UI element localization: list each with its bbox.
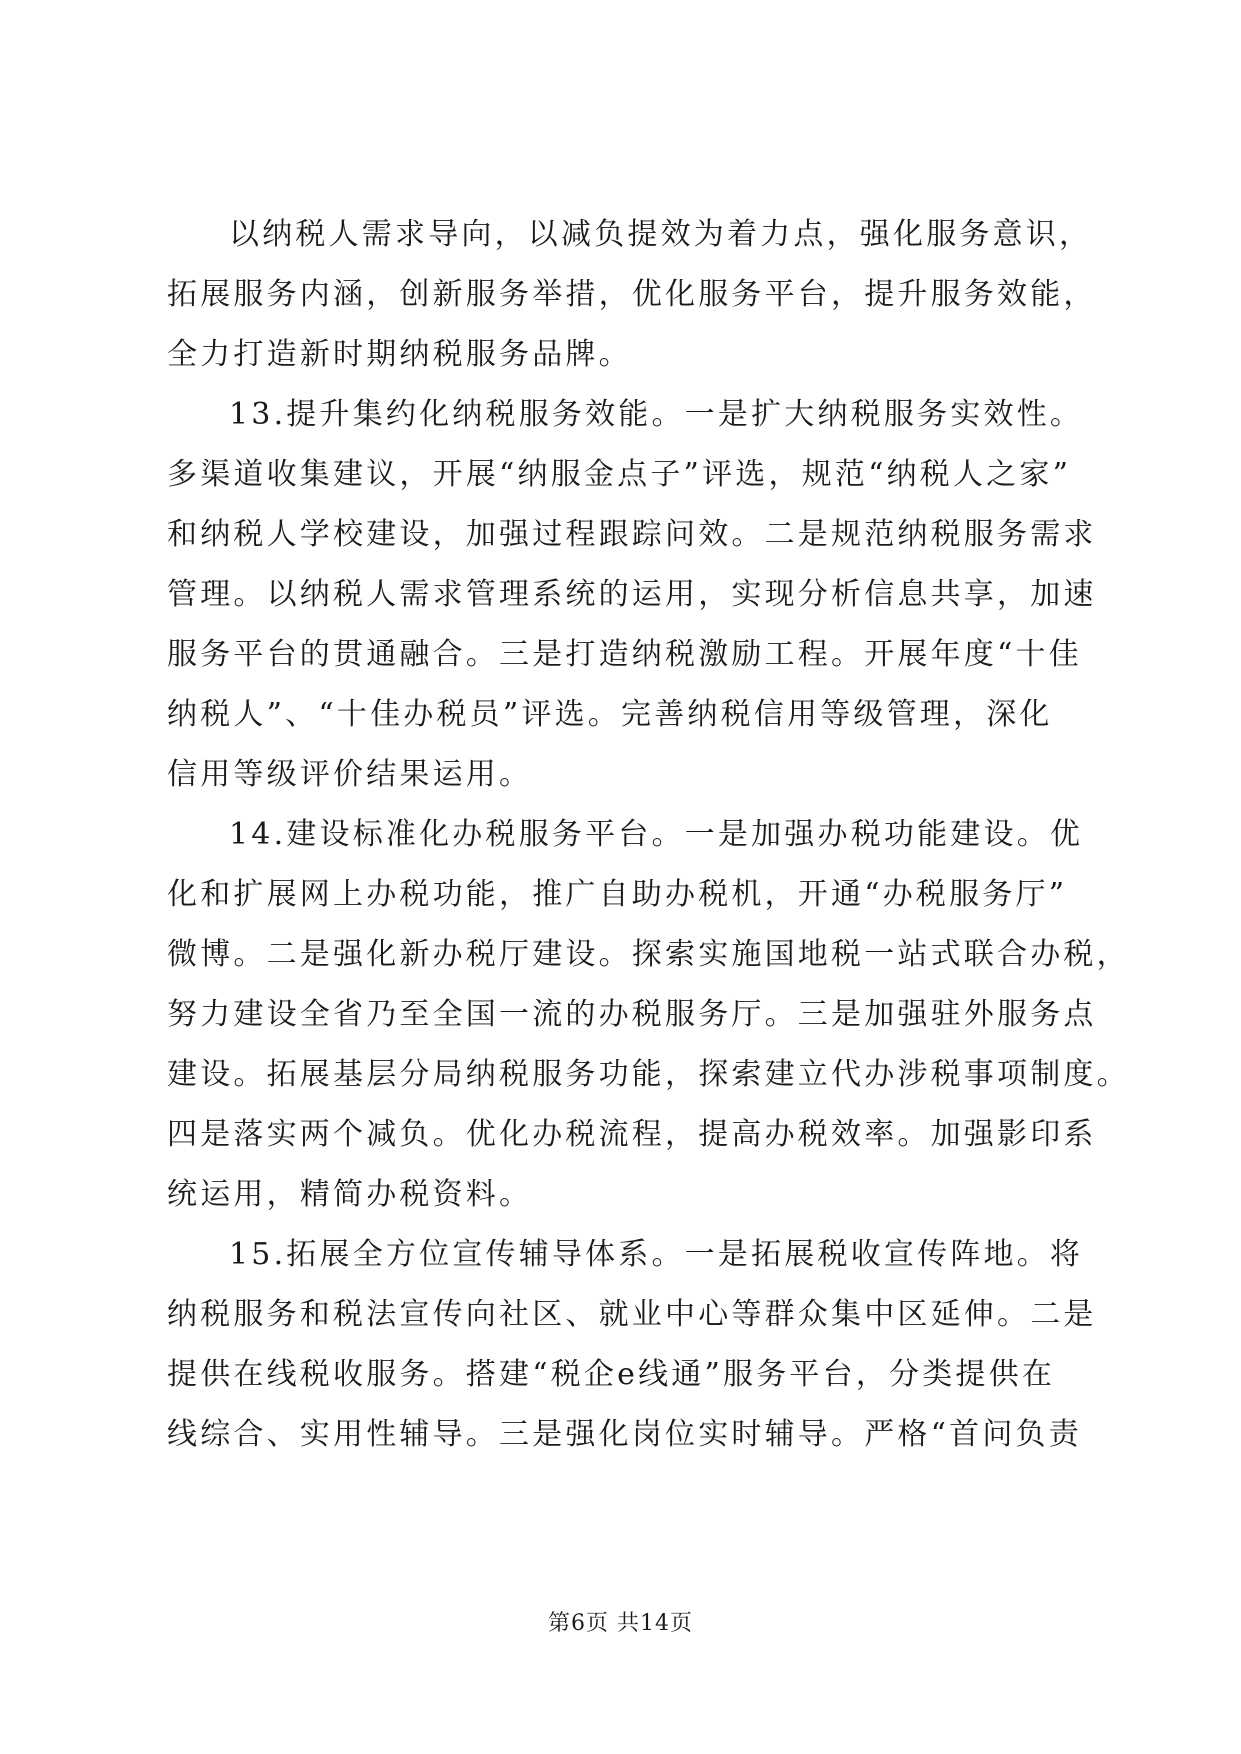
paragraph-line: 信用等级评价结果运用。 <box>167 757 533 792</box>
paragraph-line: 多渠道收集建议，开展“纳服金点子”评选，规范“纳税人之家” <box>167 457 1072 492</box>
paragraph-line: 拓展服务内涵，创新服务举措，优化服务平台，提升服务效能， <box>167 277 1097 312</box>
paragraph-line: 以纳税人需求导向，以减负提效为着力点，强化服务意识， <box>229 217 1093 252</box>
paragraph-line: 服务平台的贯通融合。三是打造纳税激励工程。开展年度“十佳 <box>167 637 1082 672</box>
paragraph-line: 提供在线税收服务。搭建“税企e线通”服务平台，分类提供在 <box>167 1357 1056 1392</box>
paragraph-line: 四是落实两个减负。优化办税流程，提高办税效率。加强影印系 <box>167 1117 1097 1152</box>
paragraph-line: 统运用，精简办税资料。 <box>167 1177 533 1212</box>
paragraph-line: 努力建设全省乃至全国一流的办税服务厅。三是加强驻外服务点 <box>167 997 1097 1032</box>
paragraph-line: 15.拓展全方位宣传辅导体系。一是拓展税收宣传阵地。将 <box>229 1237 1084 1272</box>
document-body <box>167 205 1130 1465</box>
paragraph-line: 管理。以纳税人需求管理系统的运用，实现分析信息共享，加速 <box>167 577 1097 612</box>
paragraph-line: 和纳税人学校建设，加强过程跟踪问效。二是规范纳税服务需求 <box>167 517 1097 552</box>
paragraph-line: 13.提升集约化纳税服务效能。一是扩大纳税服务实效性。 <box>229 397 1084 432</box>
paragraph-line: 微博。二是强化新办税厅建设。探索实施国地税一站式联合办税， <box>167 937 1130 972</box>
paragraph-line: 化和扩展网上办税功能，推广自助办税机，开通“办税服务厅” <box>167 877 1068 912</box>
paragraph-line: 全力打造新时期纳税服务品牌。 <box>167 337 632 372</box>
paragraph-line: 纳税服务和税法宣传向社区、就业中心等群众集中区延伸。二是 <box>167 1297 1097 1332</box>
page-number-footer: 第6页 共14页 <box>548 1611 693 1636</box>
paragraph-line: 线综合、实用性辅导。三是强化岗位实时辅导。严格“首问负责 <box>167 1417 1082 1452</box>
paragraph-line: 纳税人”、“十佳办税员”评选。完善纳税信用等级管理，深化 <box>167 697 1053 732</box>
paragraph-line: 建设。拓展基层分局纳税服务功能，探索建立代办涉税事项制度。 <box>167 1057 1130 1092</box>
paragraph-line: 14.建设标准化办税服务平台。一是加强办税功能建设。优 <box>229 817 1084 852</box>
